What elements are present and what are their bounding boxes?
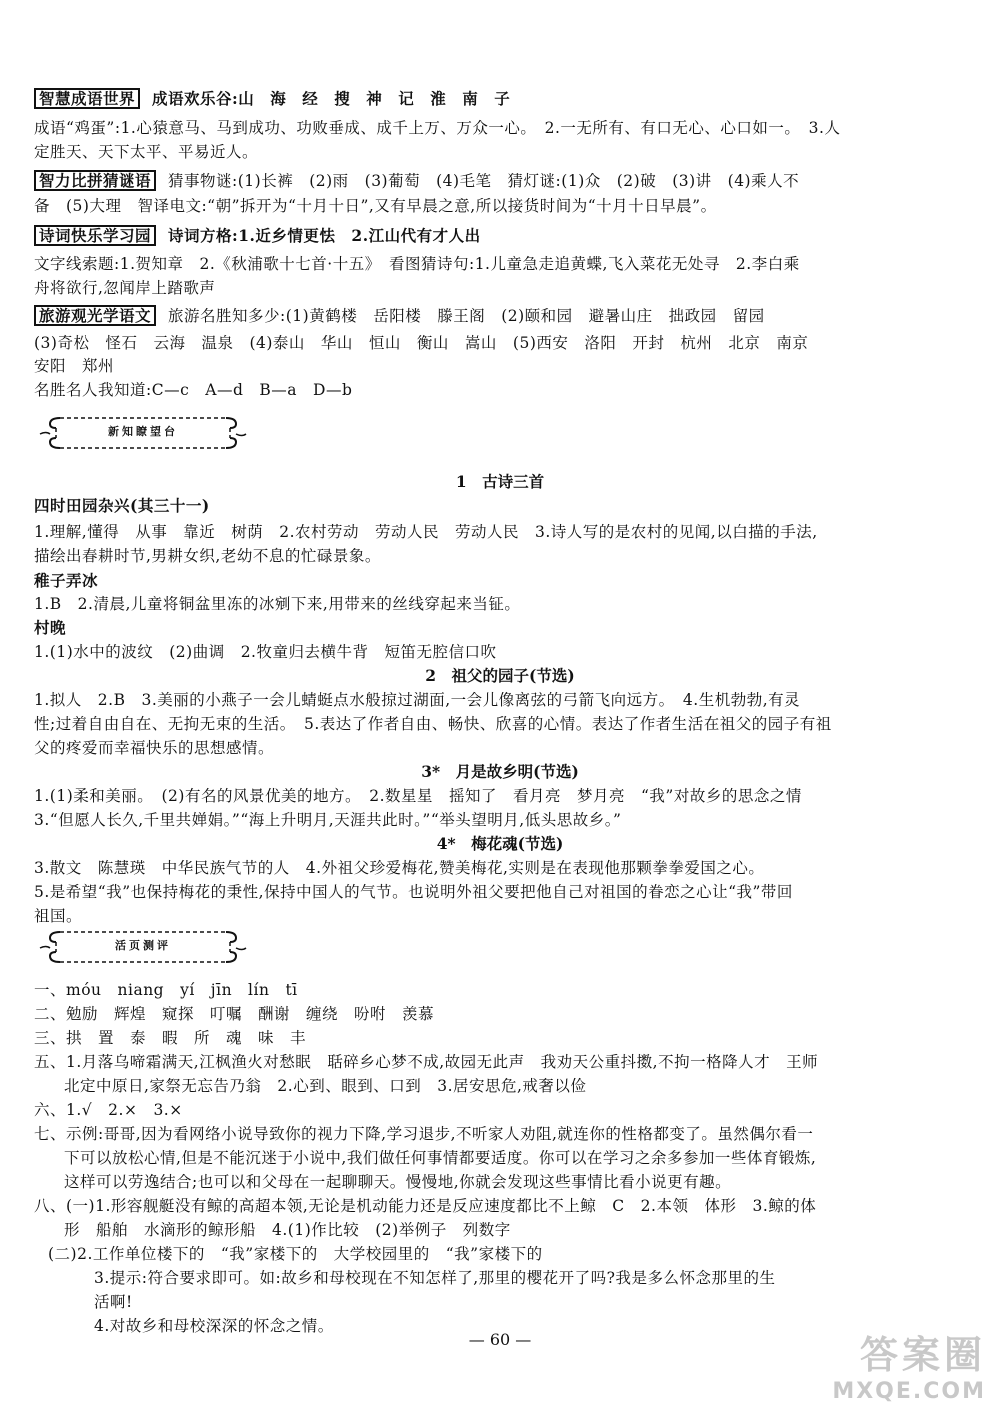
section-heading-box: 智慧成语世界 (34, 88, 140, 109)
answer-line: 诗词方格:1.近乡情更怯 2.江山代有才人出 (168, 226, 481, 245)
answer-line: 八、(一)1.形容舰艇没有鲸的高超本领,无论是机动能力还是反应速度都比不上鲸 C 2.本领 体形 3.鲸的体 (34, 1197, 817, 1215)
answer-line: 舟将欲行,忽闻岸上踏歌声 (34, 279, 216, 297)
answer-line: 七、示例:哥哥,因为看网络小说导致你的视力下降,学习退步,不听家人劝阻,就连你的性格都变了。虽然偶尔看一 (34, 1125, 814, 1143)
answer-line: 旅游名胜知多少:(1)黄鹤楼 岳阳楼 滕王阁 (2)颐和园 避暑山庄 拙政园 留园 (168, 307, 765, 325)
answer-line: 五、1.月落乌啼霜满天,江枫渔火对愁眠 聒碎乡心梦不成,故园无此声 我劝天公重抖擞,不拘一格降人才 王师 (34, 1053, 819, 1071)
answer-line: 3.散文 陈慧瑛 中华民族气节的人 4.外祖父珍爱梅花,赞美梅花,实则是在表现他那颗拳拳爱国之心。 (34, 859, 765, 877)
poem-heading: 四时田园杂兴(其三十一) (34, 496, 210, 515)
section-heading-box: 智力比拼猜谜语 (34, 170, 156, 191)
banner-new-knowledge (36, 412, 250, 454)
poem-heading: 村晚 (34, 618, 67, 637)
section-heading-box: 诗词快乐学习园 (34, 225, 156, 246)
answer-line: 描绘出春耕时节,男耕女织,老幼不息的忙碌景象。 (34, 547, 381, 565)
answer-line: 1.(1)水中的波纹 (2)曲调 2.牧童归去横牛背 短笛无腔信口吹 (34, 643, 497, 661)
answer-line: 二、勉励 辉煌 窥探 叮嘱 酬谢 缠绕 吩咐 羡慕 (34, 1005, 435, 1023)
answer-line: 形 船舶 水滴形的鲸形船 4.(1)作比较 (2)举例子 列数字 (64, 1221, 511, 1239)
answer-line: (3)奇松 怪石 云海 温泉 (4)泰山 华山 恒山 衡山 嵩山 (5)西安 洛阳 开封 杭州 北京 南京 (34, 334, 809, 352)
section-riddles (34, 170, 799, 191)
answer-line: 定胜天、天下太平、平易近人。 (34, 143, 259, 161)
answer-line: 1.拟人 2.B 3.美丽的小燕子一会儿蜻蜓点水般掠过湖面,一会儿像离弦的弓箭飞向远方。 4.生机勃勃,有灵 (34, 691, 801, 709)
answer-line: (二)2.工作单位楼下的 “我”家楼下的 大学校园里的 “我”家楼下的 (48, 1245, 543, 1263)
answer-line: 这样可以劳逸结合;也可以和父母在一起聊聊天。慢慢地,你就会发现这些事情比看小说更有趣。 (64, 1173, 732, 1191)
answer-line: 北定中原日,家祭无忘告乃翁 2.心到、眼到、口到 3.居安思危,戒奢以俭 (64, 1077, 587, 1095)
answer-line: 一、móu niang yí jīn lín tī (34, 981, 298, 999)
answer-line: 3.提示:符合要求即可。如:故乡和母校现在不知怎样了,那里的樱花开了吗?我是多么怀念那里的生 (94, 1269, 776, 1287)
answer-line: 1.B 2.清晨,儿童将铜盆里冻的冰剜下来,用带来的丝线穿起来当钲。 (34, 595, 521, 613)
answer-line: 成语“鸡蛋”:1.心猿意马、马到成功、功败垂成、成千上万、万众一心。 2.一无所有、有口无心、心口如一。 3.人 (34, 119, 841, 137)
watermark-logo (832, 1324, 986, 1404)
banner-page-test (36, 926, 250, 968)
section-poetry (34, 225, 481, 246)
answer-line: 三、拱 置 泰 暇 所 魂 味 丰 (34, 1029, 307, 1047)
answer-line: 3.“但愿人长久,千里共婵娟。”“海上升明月,天涯共此时。”“举头望明月,低头思故乡。” (34, 811, 622, 829)
answer-line: 活啊! (94, 1293, 133, 1311)
lesson-title: 1 古诗三首 (455, 472, 545, 491)
answer-line: 猜事物谜:(1)长裤 (2)雨 (3)葡萄 (4)毛笔 猜灯谜:(1)众 (2)破 (3)讲 (4)乘人不 (168, 172, 800, 190)
answer-line: 祖国。 (34, 907, 83, 925)
watermark-text: 答案圈 (859, 1333, 986, 1377)
answer-line: 1.(1)柔和美丽。 (2)有名的风景优美的地方。 2.数星星 摇知了 看月亮 梦月亮 “我”对故乡的思念之情 (34, 787, 802, 805)
answer-line: 下可以放松心情,但是不能沉迷于小说中,我们做任何事情都要适度。你可以在学习之余多参加一些体育锻炼, (64, 1149, 817, 1167)
section-idiom-world (34, 88, 510, 109)
answer-line: 备 (5)大理 智译电文:“朝”拆开为“十月十日”,又有早晨之意,所以接货时间为“十月十日早晨”。 (34, 197, 717, 215)
answer-line: 文字线索题:1.贺知章 2.《秋浦歌十七首·十五》 看图猜诗句:1.儿童急走追黄蝶,飞入菜花无处寻 2.李白乘 (34, 255, 800, 273)
answer-line: 1.理解,懂得 从事 靠近 树荫 2.农村劳动 劳动人民 劳动人民 3.诗人写的是农村的见闻,以白描的手法, (34, 523, 818, 541)
answer-line: 4.对故乡和母校深深的怀念之情。 (94, 1317, 334, 1335)
poem-heading: 稚子弄冰 (34, 571, 99, 590)
banner-label: 活页测评 (115, 939, 171, 952)
lesson-title: 3* 月是故乡明(节选) (421, 762, 579, 781)
answer-line: 六、1.√ 2.× 3.× (34, 1101, 183, 1119)
answer-line: 5.是希望“我”也保持梅花的秉性,保持中国人的气节。也说明外祖父要把他自己对祖国的眷恋之心让“我”带回 (34, 883, 793, 901)
answer-line: 成语欢乐谷:山 海 经 搜 神 记 淮 南 子 (152, 89, 511, 108)
lesson-title: 2 祖父的园子(节选) (425, 666, 575, 685)
watermark-url: MXQE.COM (832, 1379, 986, 1404)
answer-line: 安阳 郑州 (34, 357, 115, 375)
page-number: — 60 — (468, 1330, 532, 1349)
lesson-title: 4* 梅花魂(节选) (436, 834, 564, 853)
answer-line: 性;过着自由自在、无拘无束的生活。 5.表达了作者自由、畅快、欣喜的心情。表达了作者生活在祖父的园子有祖 (34, 715, 832, 733)
answer-line: 父的疼爱而幸福快乐的思想感情。 (34, 739, 275, 757)
answer-line: 名胜名人我知道:C—c A—d B—a D—b (34, 381, 353, 399)
section-travel (34, 305, 765, 326)
banner-label: 新知瞭望台 (108, 425, 178, 438)
section-heading-box: 旅游观光学语文 (34, 305, 156, 326)
